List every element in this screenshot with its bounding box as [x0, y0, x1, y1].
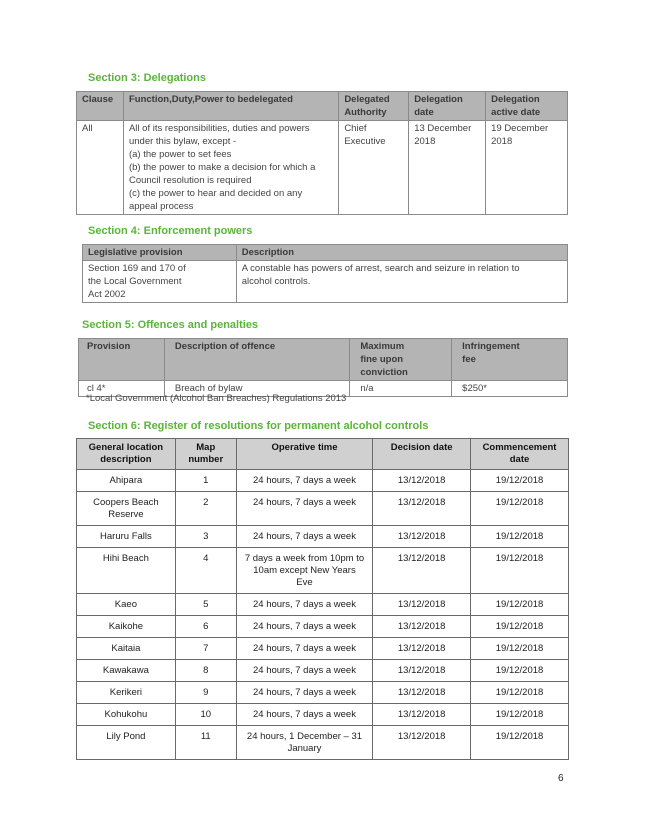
text-line: Eve — [296, 577, 313, 588]
text-line: 24 hours, 1 December – 31 — [246, 731, 363, 742]
provision-cell — [83, 261, 237, 303]
text-line: appeal process — [128, 201, 194, 212]
table-header-row — [77, 439, 569, 470]
text-line: 24 hours, 7 days a week — [252, 621, 356, 632]
text-line: 24 hours, 7 days a week — [252, 475, 356, 486]
page-number: 6 — [558, 773, 564, 784]
decision-date-cell: 13/12/2018 — [373, 594, 471, 616]
offences-table — [78, 338, 568, 397]
decision-date-cell: 13/12/2018 — [373, 548, 471, 594]
text-line: 24 hours, 7 days a week — [252, 599, 356, 610]
text-line: number — [188, 454, 224, 465]
text-line: Operative time — [271, 442, 338, 453]
section5-heading: Section 5: Offences and penalties — [82, 319, 259, 331]
decision-date-cell: 13/12/2018 — [373, 682, 471, 704]
delegation-date-cell — [409, 121, 486, 215]
commencement-date-cell: 19/12/2018 — [471, 548, 569, 594]
commencement-date-cell: 19/12/2018 — [471, 492, 569, 526]
authority-cell — [339, 121, 409, 215]
text-line: 24 hours, 7 days a week — [252, 497, 356, 508]
column-header: Delegation date — [409, 92, 486, 121]
operative-time-cell — [236, 726, 373, 760]
location-cell — [77, 682, 176, 704]
text-line: A constable has powers of arrest, search and seizure in relation to — [241, 263, 520, 274]
text-line: conviction — [360, 367, 408, 378]
text-line: 19 December — [491, 123, 549, 134]
text-line: Section 169 and 170 of — [88, 263, 186, 274]
column-header — [236, 439, 373, 470]
table-row — [83, 261, 568, 303]
text-line: General location — [88, 442, 164, 453]
map-number-cell: 2 — [175, 492, 236, 526]
text-line: All of its responsibilities, duties and powers — [128, 123, 310, 134]
decision-date-cell: 13/12/2018 — [373, 704, 471, 726]
text-line: Kaeo — [114, 599, 137, 610]
footnote: *Local Government (Alcohol Ban Breaches) Regulations 2013 — [86, 393, 347, 404]
location-cell — [77, 548, 176, 594]
column-header — [452, 339, 568, 381]
text-line: 24 hours, 7 days a week — [252, 643, 356, 654]
text-line: Kerikeri — [109, 687, 142, 698]
table-row — [77, 526, 569, 548]
operative-time-cell — [236, 638, 373, 660]
operative-time-cell — [236, 470, 373, 492]
text-line: 24 hours, 7 days a week — [252, 687, 356, 698]
description-cell — [236, 261, 567, 303]
table-row — [77, 704, 569, 726]
location-cell — [77, 594, 176, 616]
offence-cell: Breach of bylaw — [164, 381, 349, 397]
map-number-cell: 1 — [175, 470, 236, 492]
enforcement-table — [82, 244, 568, 303]
column-header: Clause — [77, 92, 124, 121]
text-line: Coopers Beach — [93, 497, 159, 508]
decision-date-cell: 13/12/2018 — [373, 638, 471, 660]
delegations-table — [76, 91, 568, 215]
map-number-cell: 9 — [175, 682, 236, 704]
commencement-date-cell: 19/12/2018 — [471, 526, 569, 548]
text-line: 2018 — [414, 136, 436, 147]
location-cell — [77, 704, 176, 726]
location-cell — [77, 492, 176, 526]
clause-cell: All — [77, 121, 124, 215]
map-number-cell: 8 — [175, 660, 236, 682]
column-header: Provision — [79, 339, 165, 381]
commencement-date-cell: 19/12/2018 — [471, 470, 569, 492]
map-number-cell: 3 — [175, 526, 236, 548]
text-line: Haruru Falls — [100, 531, 152, 542]
table-row — [77, 594, 569, 616]
location-cell — [77, 660, 176, 682]
map-number-cell: 4 — [175, 548, 236, 594]
map-number-cell: 5 — [175, 594, 236, 616]
table-row — [77, 492, 569, 526]
column-header: Delegation active date — [486, 92, 568, 121]
text-line: Map — [196, 442, 216, 453]
map-number-cell: 6 — [175, 616, 236, 638]
text-line: fine upon — [360, 354, 404, 365]
map-number-cell: 10 — [175, 704, 236, 726]
operative-time-cell — [236, 594, 373, 616]
table-row — [77, 616, 569, 638]
text-line: Kohukohu — [104, 709, 148, 720]
decision-date-cell: 13/12/2018 — [373, 726, 471, 760]
text-line: 24 hours, 7 days a week — [252, 531, 356, 542]
operative-time-cell — [236, 616, 373, 638]
table-row — [77, 660, 569, 682]
operative-time-cell — [236, 492, 373, 526]
text-line: 7 days a week from 10pm to — [244, 553, 365, 564]
text-line: under this bylaw, except - — [128, 136, 237, 147]
text-line: Chief — [344, 123, 367, 134]
text-line: Maximum — [360, 341, 405, 352]
decision-date-cell: 13/12/2018 — [373, 526, 471, 548]
text-line: (b) the power to make a decision for which a — [128, 162, 316, 173]
text-line: Decision date — [390, 442, 453, 453]
column-header: Description — [236, 245, 567, 261]
register-table — [76, 438, 569, 760]
commencement-date-cell: 19/12/2018 — [471, 726, 569, 760]
text-line: Executive — [344, 136, 386, 147]
commencement-date-cell: 19/12/2018 — [471, 638, 569, 660]
text-line: Commencement — [482, 442, 557, 453]
column-header — [471, 439, 569, 470]
table-header-row — [77, 92, 568, 121]
commencement-date-cell: 19/12/2018 — [471, 660, 569, 682]
column-header — [175, 439, 236, 470]
text-line: 10am except New Years — [253, 565, 356, 576]
operative-time-cell — [236, 660, 373, 682]
text-line: Lily Pond — [106, 731, 146, 742]
table-row — [77, 470, 569, 492]
text-line: Kawakawa — [102, 665, 149, 676]
active-date-cell — [486, 121, 568, 215]
decision-date-cell: 13/12/2018 — [373, 660, 471, 682]
table-row — [77, 726, 569, 760]
table-row — [77, 121, 568, 215]
max-fine-cell: n/a — [350, 381, 452, 397]
column-header: Function,Duty,Power to bedelegated — [123, 92, 338, 121]
section6-heading: Section 6: Register of resolutions for permanent alcohol controls — [88, 420, 429, 432]
location-cell — [77, 616, 176, 638]
location-cell — [77, 638, 176, 660]
table-row — [77, 548, 569, 594]
text-line: (a) the power to set fees — [128, 149, 232, 160]
commencement-date-cell: 19/12/2018 — [471, 682, 569, 704]
map-number-cell: 11 — [175, 726, 236, 760]
column-header — [350, 339, 452, 381]
column-header: Legislative provision — [83, 245, 237, 261]
text-line: (c) the power to hear and decided on any — [128, 188, 303, 199]
column-header — [77, 439, 176, 470]
text-line: fee — [462, 354, 476, 365]
text-line: Ahipara — [109, 475, 143, 486]
decision-date-cell: 13/12/2018 — [373, 616, 471, 638]
text-line: the Local Government — [88, 276, 182, 287]
text-line: Reserve — [108, 509, 144, 520]
text-line: January — [287, 743, 322, 754]
column-header: Description of offence — [164, 339, 349, 381]
text-line: Infringement — [462, 341, 520, 352]
text-line: Hihi Beach — [102, 553, 149, 564]
operative-time-cell — [236, 704, 373, 726]
table-header-row — [79, 339, 568, 381]
table-header-row — [83, 245, 568, 261]
text-line: 24 hours, 7 days a week — [252, 665, 356, 676]
column-header — [373, 439, 471, 470]
text-line: Kaikohe — [108, 621, 144, 632]
commencement-date-cell: 19/12/2018 — [471, 594, 569, 616]
text-line: description — [100, 454, 152, 465]
location-cell — [77, 726, 176, 760]
commencement-date-cell: 19/12/2018 — [471, 616, 569, 638]
operative-time-cell — [236, 526, 373, 548]
decision-date-cell: 13/12/2018 — [373, 470, 471, 492]
text-line: date — [509, 454, 530, 465]
text-line: 24 hours, 7 days a week — [252, 709, 356, 720]
location-cell — [77, 470, 176, 492]
commencement-date-cell: 19/12/2018 — [471, 704, 569, 726]
section3-heading: Section 3: Delegations — [88, 72, 206, 84]
location-cell — [77, 526, 176, 548]
text-line: Act 2002 — [88, 289, 126, 300]
provision-cell: cl 4* — [79, 381, 165, 397]
table-row — [77, 638, 569, 660]
table-row — [77, 682, 569, 704]
fee-cell: $250* — [452, 381, 568, 397]
column-header: Delegated Authority — [339, 92, 409, 121]
decision-date-cell: 13/12/2018 — [373, 492, 471, 526]
text-line: alcohol controls. — [241, 276, 311, 287]
section4-heading: Section 4: Enforcement powers — [88, 225, 253, 237]
operative-time-cell — [236, 682, 373, 704]
text-line: Council resolution is required — [128, 175, 252, 186]
function-cell — [123, 121, 338, 215]
operative-time-cell — [236, 548, 373, 594]
text-line: 13 December — [414, 123, 472, 134]
text-line: Kaitaia — [111, 643, 141, 654]
text-line: 2018 — [491, 136, 513, 147]
map-number-cell: 7 — [175, 638, 236, 660]
register-body — [77, 470, 569, 760]
